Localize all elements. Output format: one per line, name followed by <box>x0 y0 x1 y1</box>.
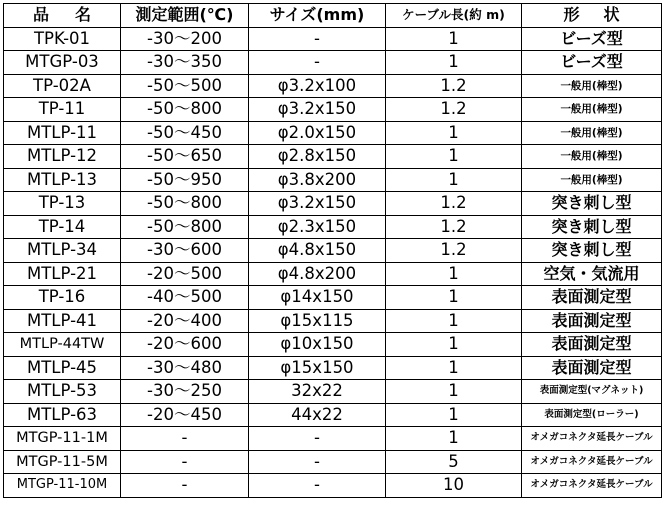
cell-cable: 1 <box>386 286 522 310</box>
cell-name: MTLP-45 <box>4 356 121 380</box>
cell-size: φ15x150 <box>249 356 386 380</box>
cell-shape: 表面測定型 <box>522 356 662 380</box>
cell-size: - <box>249 51 386 75</box>
cell-shape: 表面測定型(マグネット) <box>522 380 662 404</box>
cell-name: MTLP-44TW <box>4 333 121 357</box>
cell-range: -50～450 <box>121 121 249 145</box>
cell-range: - <box>121 450 249 474</box>
cell-size: - <box>249 450 386 474</box>
cell-shape: 一般用(棒型) <box>522 145 662 169</box>
cell-size: φ4.8x150 <box>249 239 386 263</box>
cell-cable: 1 <box>386 168 522 192</box>
cell-shape: 突き刺し型 <box>522 192 662 216</box>
cell-cable: 1 <box>386 27 522 51</box>
cell-name: MTLP-63 <box>4 403 121 427</box>
table-row <box>4 333 662 357</box>
header-name: 品名 <box>4 4 121 28</box>
cell-size: φ10x150 <box>249 333 386 357</box>
cell-range: -30～600 <box>121 239 249 263</box>
cell-size: φ3.2x150 <box>249 98 386 122</box>
cell-name: MTLP-21 <box>4 262 121 286</box>
cell-shape: 一般用(棒型) <box>522 121 662 145</box>
cell-name: MTLP-12 <box>4 145 121 169</box>
cell-shape: 表面測定型 <box>522 309 662 333</box>
table-row <box>4 192 662 216</box>
cell-range: -30～480 <box>121 356 249 380</box>
cell-range: -20～500 <box>121 262 249 286</box>
cell-range: -50～500 <box>121 74 249 98</box>
table-row <box>4 27 662 51</box>
table-row <box>4 51 662 75</box>
cell-range: -50～800 <box>121 98 249 122</box>
cell-range: -50～650 <box>121 145 249 169</box>
cell-shape: 空気・気流用 <box>522 262 662 286</box>
cell-size: φ3.2x100 <box>249 74 386 98</box>
cell-size: φ3.2x150 <box>249 192 386 216</box>
cell-name: TP-14 <box>4 215 121 239</box>
cell-shape: 突き刺し型 <box>522 215 662 239</box>
cell-range: -30～200 <box>121 27 249 51</box>
cell-size: φ4.8x200 <box>249 262 386 286</box>
cell-cable: 1 <box>386 380 522 404</box>
header-row <box>4 4 662 28</box>
cell-range: -50～800 <box>121 192 249 216</box>
table-row <box>4 427 662 451</box>
cell-name: MTLP-34 <box>4 239 121 263</box>
cell-shape: ビーズ型 <box>522 27 662 51</box>
cell-shape: 表面測定型(ローラー) <box>522 403 662 427</box>
cell-range: -20～450 <box>121 403 249 427</box>
cell-shape: 突き刺し型 <box>522 239 662 263</box>
cell-cable: 1 <box>386 309 522 333</box>
table-row <box>4 239 662 263</box>
cell-name: TP-11 <box>4 98 121 122</box>
cell-range: -50～800 <box>121 215 249 239</box>
table-row <box>4 121 662 145</box>
cell-cable: 1 <box>386 145 522 169</box>
table-row <box>4 74 662 98</box>
cell-shape: ビーズ型 <box>522 51 662 75</box>
table-row <box>4 98 662 122</box>
cell-name: MTLP-13 <box>4 168 121 192</box>
cell-name: MTGP-11-1M <box>4 427 121 451</box>
cell-cable: 10 <box>386 474 522 498</box>
table-row <box>4 309 662 333</box>
cell-range: - <box>121 427 249 451</box>
cell-size: - <box>249 427 386 451</box>
cell-size: 44x22 <box>249 403 386 427</box>
cell-cable: 1.2 <box>386 192 522 216</box>
table-row <box>4 168 662 192</box>
header-size: サイズ(mm) <box>249 4 386 28</box>
cell-range: -30～350 <box>121 51 249 75</box>
table-row <box>4 145 662 169</box>
cell-size: φ3.8x200 <box>249 168 386 192</box>
cell-cable: 1.2 <box>386 215 522 239</box>
table-row <box>4 474 662 498</box>
cell-range: -20～600 <box>121 333 249 357</box>
cell-size: 32x22 <box>249 380 386 404</box>
cell-cable: 1 <box>386 51 522 75</box>
header-shape: 形状 <box>522 4 662 28</box>
cell-name: MTLP-41 <box>4 309 121 333</box>
cell-cable: 1 <box>386 403 522 427</box>
cell-size: φ15x115 <box>249 309 386 333</box>
table-row <box>4 380 662 404</box>
cell-name: MTGP-03 <box>4 51 121 75</box>
thermocouple-spec-table <box>3 3 662 498</box>
cell-size: φ2.3x150 <box>249 215 386 239</box>
cell-cable: 1.2 <box>386 239 522 263</box>
cell-shape: オメガコネクタ延長ケーブル <box>522 474 662 498</box>
table-body <box>4 27 662 497</box>
cell-cable: 1 <box>386 333 522 357</box>
cell-shape: 表面測定型 <box>522 286 662 310</box>
cell-cable: 1.2 <box>386 74 522 98</box>
header-cable: ケーブル長(約 m) <box>386 4 522 28</box>
cell-name: MTLP-11 <box>4 121 121 145</box>
cell-cable: 1 <box>386 427 522 451</box>
header-range: 測定範囲(℃) <box>121 4 249 28</box>
cell-shape: 一般用(棒型) <box>522 98 662 122</box>
cell-shape: 一般用(棒型) <box>522 168 662 192</box>
cell-cable: 1 <box>386 262 522 286</box>
cell-name: TP-16 <box>4 286 121 310</box>
cell-range: -30～250 <box>121 380 249 404</box>
cell-cable: 1 <box>386 356 522 380</box>
cell-shape: 一般用(棒型) <box>522 74 662 98</box>
cell-shape: オメガコネクタ延長ケーブル <box>522 427 662 451</box>
cell-range: -20～400 <box>121 309 249 333</box>
table-row <box>4 215 662 239</box>
cell-name: MTGP-11-10M <box>4 474 121 498</box>
cell-cable: 5 <box>386 450 522 474</box>
cell-name: TP-02A <box>4 74 121 98</box>
cell-name: MTGP-11-5M <box>4 450 121 474</box>
cell-name: TP-13 <box>4 192 121 216</box>
cell-size: φ14x150 <box>249 286 386 310</box>
cell-name: MTLP-53 <box>4 380 121 404</box>
cell-name: TPK-01 <box>4 27 121 51</box>
table-row <box>4 403 662 427</box>
table-row <box>4 450 662 474</box>
cell-shape: 表面測定型 <box>522 333 662 357</box>
cell-shape: オメガコネクタ延長ケーブル <box>522 450 662 474</box>
cell-size: - <box>249 27 386 51</box>
spec-table-container <box>3 3 662 498</box>
cell-size: - <box>249 474 386 498</box>
cell-size: φ2.8x150 <box>249 145 386 169</box>
table-row <box>4 356 662 380</box>
cell-cable: 1.2 <box>386 98 522 122</box>
cell-range: - <box>121 474 249 498</box>
table-row <box>4 262 662 286</box>
table-row <box>4 286 662 310</box>
cell-range: -40～500 <box>121 286 249 310</box>
cell-size: φ2.0x150 <box>249 121 386 145</box>
cell-cable: 1 <box>386 121 522 145</box>
cell-range: -50～950 <box>121 168 249 192</box>
